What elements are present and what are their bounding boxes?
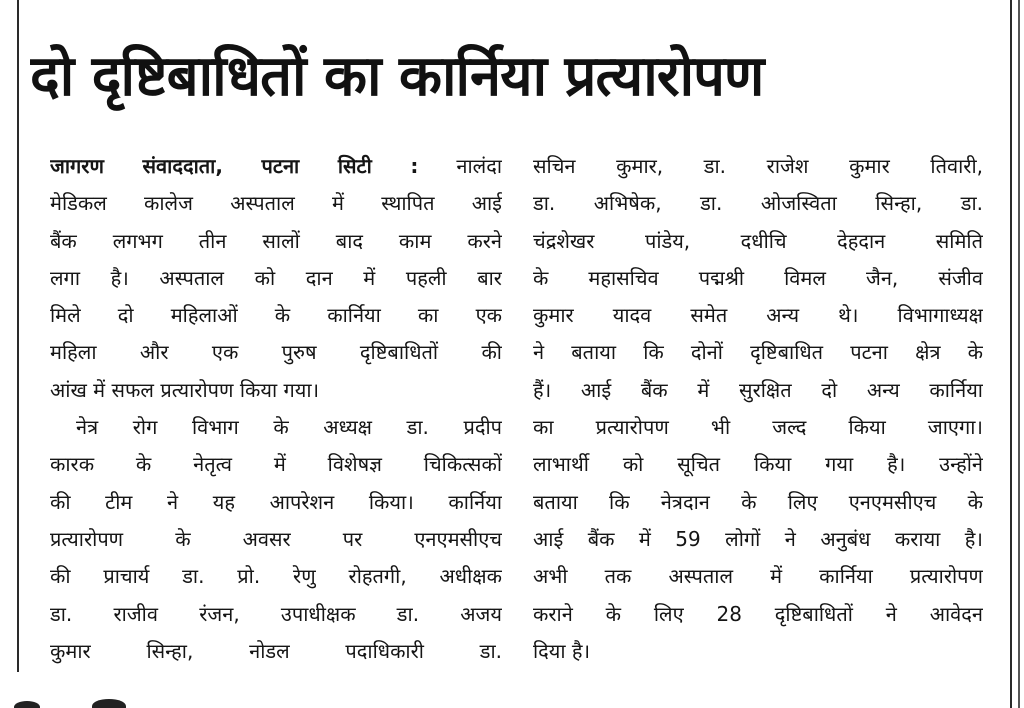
- page-edge-rule: [1018, 0, 1020, 708]
- text-line: कराने के लिए 28 दृष्टिबाधितों ने आवेदन: [533, 601, 983, 626]
- next-article-fragment: [0, 696, 130, 708]
- text-line: महिला और एक पुरुष दृष्टिबाधितों की: [50, 340, 502, 365]
- text-line: मेडिकल कालेज अस्पताल में स्थापित आई: [50, 191, 502, 216]
- text-line: हैं। आई बैंक में सुरक्षित दो अन्य कार्निया: [533, 377, 983, 402]
- text-line-fragment: नालंदा: [418, 154, 502, 178]
- text-line: की प्राचार्य डा. प्रो. रेणु रोहतगी, अधीक्षक: [50, 564, 502, 589]
- text-line: मिले दो महिलाओं के कार्निया का एक: [50, 303, 502, 328]
- text-line: की टीम ने यह आपरेशन किया। कार्निया: [50, 489, 502, 514]
- text-line: कारक के नेतृत्व में विशेषज्ञ चिकित्सकों: [50, 452, 502, 477]
- text-line: कुमार सिन्हा, नोडल पदाधिकारी डा.: [50, 638, 502, 663]
- left-column-rule: [17, 0, 19, 672]
- glyph-fragment: [14, 701, 40, 708]
- text-line: ने बताया कि दोनों दृष्टिबाधित पटना क्षेत्र के: [533, 340, 983, 365]
- text-line: चंद्रशेखर पांडेय, दधीचि देहदान समिति: [533, 228, 983, 253]
- text-line: आई बैंक में 59 लोगों ने अनुबंध कराया है।: [533, 526, 983, 551]
- text-line: के महासचिव पद्मश्री विमल जैन, संजीव: [533, 265, 983, 290]
- text-line: दिया है।: [533, 638, 591, 663]
- text-line: नेत्र रोग विभाग के अध्यक्ष डा. प्रदीप: [76, 415, 502, 440]
- glyph-fragment: [92, 699, 126, 708]
- text-line: अभी तक अस्पताल में कार्निया प्रत्यारोपण: [533, 564, 983, 589]
- text-line: का प्रत्यारोपण भी जल्द किया जाएगा।: [533, 415, 983, 440]
- text-line: प्रत्यारोपण के अवसर पर एनएमसीएच: [50, 526, 502, 551]
- text-line: बताया कि नेत्रदान के लिए एनएमसीएच के: [533, 489, 983, 514]
- article-column-left: [50, 148, 502, 670]
- text-line: लगा है। अस्पताल को दान में पहली बार: [50, 265, 502, 290]
- byline: जागरण संवाददाता, पटना सिटी :: [50, 154, 419, 178]
- text-line: डा. अभिषेक, डा. ओजस्विता सिन्हा, डा.: [533, 191, 983, 216]
- right-column-rule: [1010, 0, 1012, 708]
- text-line: डा. राजीव रंजन, उपाधीक्षक डा. अजय: [50, 601, 502, 626]
- text-line: बैंक लगभग तीन सालों बाद काम करने: [50, 228, 502, 253]
- article-column-right: [533, 148, 983, 670]
- text-line: सचिन कुमार, डा. राजेश कुमार तिवारी,: [533, 154, 983, 178]
- text-line: [50, 148, 502, 185]
- text-line: आंख में सफल प्रत्यारोपण किया गया।: [50, 377, 320, 402]
- text-line: लाभार्थी को सूचित किया गया है। उन्होंने: [533, 452, 983, 477]
- headline: दो दृष्टिबाधितों का कार्निया प्रत्यारोपण: [30, 44, 764, 109]
- text-line: कुमार यादव समेत अन्य थे। विभागाध्यक्ष: [533, 303, 983, 328]
